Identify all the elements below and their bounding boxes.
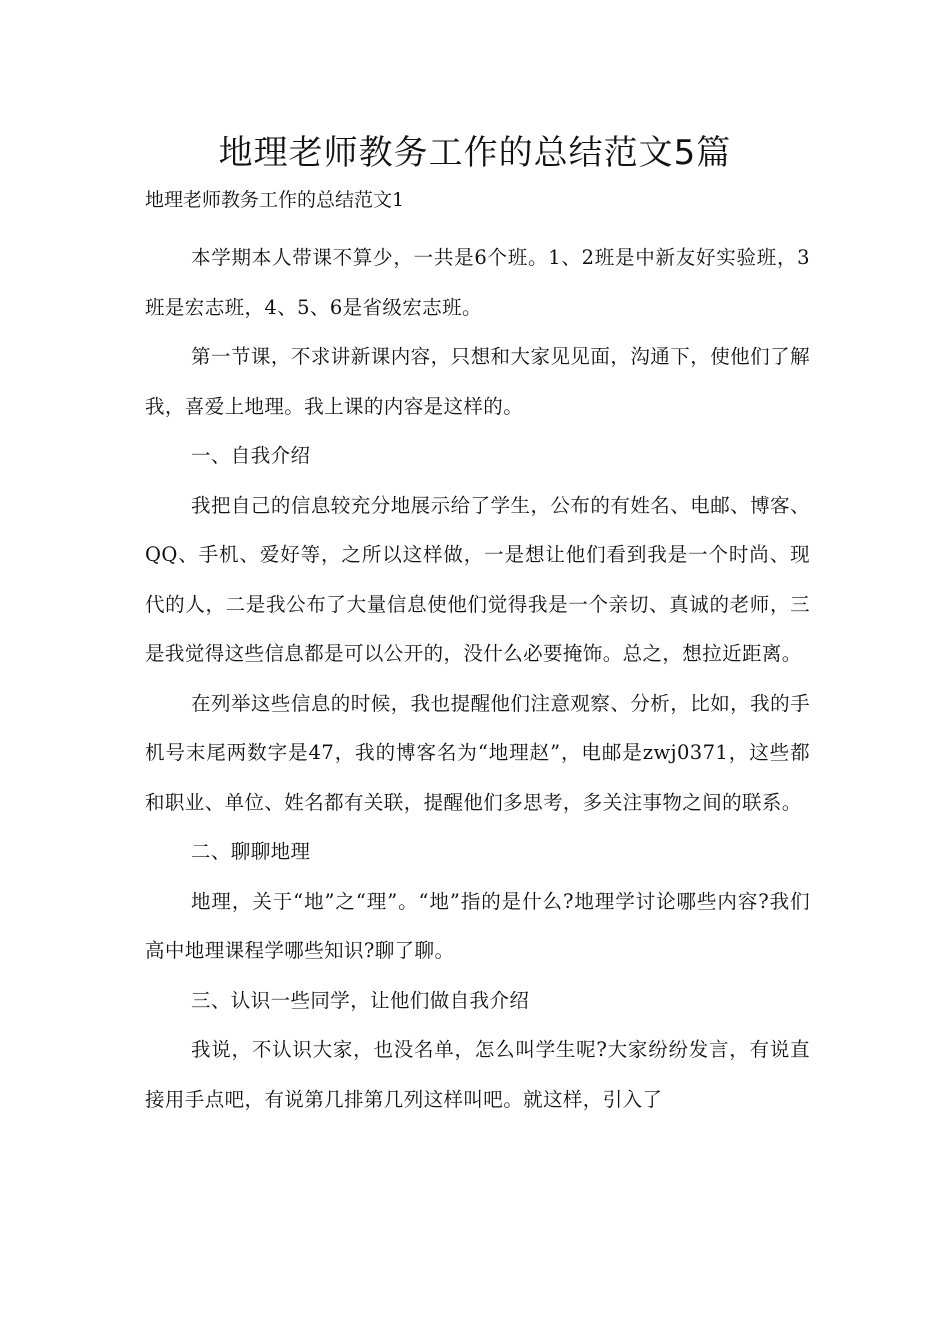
- paragraph-student-names: 我说，不认识大家，也没名单，怎么叫学生呢?大家纷纷发言，有说直接用手点吧，有说第几排第几列这样叫吧。就这样，引入了: [145, 1038, 810, 1111]
- heading-meet-students: 三、认识一些同学，让他们做自我介绍: [191, 988, 530, 1012]
- paragraph-personal-info: 我把自己的信息较充分地展示给了学生，公布的有姓名、电邮、博客、QQ、手机、爱好等，之所以这样做，一是想让他们看到我是一个时尚、现代的人，二是我公布了大量信息使他们觉得我是一个亲切、真诚的老师，三是我觉得这些信息都是可以公开的，没什么必要掩饰。总之，想拉近距离。: [145, 493, 810, 665]
- paragraph-geography-meaning: 地理，关于“地”之“理”。“地”指的是什么?地理学讨论哪些内容?我们高中地理课程学哪些知识?聊了聊。: [145, 889, 810, 962]
- document-title: 地理老师教务工作的总结范文5篇: [218, 133, 732, 173]
- paragraph-first-lesson: 第一节课，不求讲新课内容，只想和大家见见面，沟通下，使他们了解我，喜爱上地理。我上课的内容是这样的。: [145, 345, 810, 418]
- heading-geography-chat: 二、聊聊地理: [191, 840, 311, 863]
- document-body: [145, 233, 810, 1124]
- paragraph-observation: 在列举这些信息的时候，我也提醒他们注意观察、分析，比如，我的手机号末尾两数字是47，我的博客名为“地理赵”，电邮是zwj0371，这些都和职业、单位、姓名都有关联，提醒他们多思考，多关注事物之间的联系。: [145, 691, 810, 814]
- heading-self-introduction: 一、自我介绍: [191, 444, 311, 467]
- section-subtitle: 地理老师教务工作的总结范文1: [145, 189, 405, 211]
- paragraph-class-count: 本学期本人带课不算少，一共是6个班。1、2班是中新友好实验班，3班是宏志班，4、5、6是省级宏志班。: [145, 246, 810, 319]
